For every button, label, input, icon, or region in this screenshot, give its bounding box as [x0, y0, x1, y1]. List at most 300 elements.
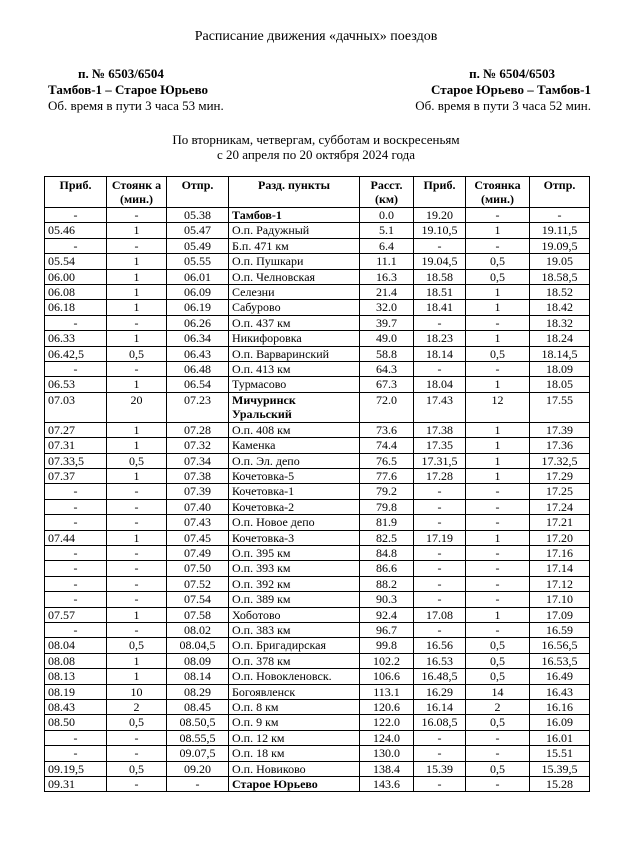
route-left: Тамбов-1 – Старое Юрьево — [48, 82, 209, 97]
cell-distance: 138.4 — [360, 761, 414, 776]
cell-distance: 130.0 — [360, 746, 414, 761]
cell-stop-return: 1 — [466, 285, 530, 300]
cell-departure-return: 17.20 — [530, 530, 590, 545]
cell-stop-return: - — [466, 362, 530, 377]
cell-distance: 102.2 — [360, 653, 414, 668]
cell-departure-return: 17.25 — [530, 484, 590, 499]
cell-distance: 113.1 — [360, 684, 414, 699]
cell-departure-forward: 07.52 — [167, 576, 229, 591]
cell-station: О.п. Варваринский — [229, 346, 360, 361]
cell-arrival-forward: - — [45, 208, 107, 223]
cell-stop-forward: 1 — [107, 254, 167, 269]
cell-station: О.п. Бригадирская — [229, 638, 360, 653]
cell-arrival-return: 17.31,5 — [414, 453, 466, 468]
cell-departure-return: 17.09 — [530, 607, 590, 622]
cell-departure-forward: 07.34 — [167, 453, 229, 468]
cell-stop-forward: - — [107, 238, 167, 253]
cell-stop-return: - — [466, 576, 530, 591]
cell-departure-return: 17.29 — [530, 468, 590, 483]
table-row — [45, 715, 590, 730]
cell-departure-return: 18.58,5 — [530, 269, 590, 284]
col-distance: Расст. (км) — [360, 177, 414, 208]
cell-departure-forward: 06.43 — [167, 346, 229, 361]
cell-stop-return: 1 — [466, 468, 530, 483]
cell-arrival-forward: 06.53 — [45, 377, 107, 392]
cell-arrival-forward: 07.33,5 — [45, 453, 107, 468]
cell-departure-forward: 07.58 — [167, 607, 229, 622]
cell-stop-return: 1 — [466, 377, 530, 392]
train-number-right: п. № 6504/6503 — [469, 66, 555, 81]
cell-stop-return: 0,5 — [466, 715, 530, 730]
cell-station: О.п. 12 км — [229, 730, 360, 745]
cell-station: Каменка — [229, 438, 360, 453]
operating-days — [0, 132, 632, 162]
cell-stop-forward: 10 — [107, 684, 167, 699]
cell-stop-return: - — [466, 622, 530, 637]
table-row — [45, 669, 590, 684]
cell-stop-return: - — [466, 592, 530, 607]
cell-distance: 16.3 — [360, 269, 414, 284]
cell-departure-forward: 05.38 — [167, 208, 229, 223]
cell-departure-forward: 07.50 — [167, 561, 229, 576]
cell-stop-return: - — [466, 499, 530, 514]
table-row — [45, 208, 590, 223]
cell-station: О.п. 413 км — [229, 362, 360, 377]
table-row — [45, 592, 590, 607]
cell-stop-forward: 0,5 — [107, 346, 167, 361]
cell-departure-return: 16.56,5 — [530, 638, 590, 653]
cell-departure-forward: 08.09 — [167, 653, 229, 668]
cell-distance: 122.0 — [360, 715, 414, 730]
cell-departure-return: 18.05 — [530, 377, 590, 392]
cell-distance: 58.8 — [360, 346, 414, 361]
cell-distance: 90.3 — [360, 592, 414, 607]
cell-arrival-forward: 08.19 — [45, 684, 107, 699]
cell-departure-forward: 07.40 — [167, 499, 229, 514]
cell-station: О.п. 437 км — [229, 315, 360, 330]
cell-departure-return: 16.49 — [530, 669, 590, 684]
cell-departure-return: 17.14 — [530, 561, 590, 576]
cell-distance: 99.8 — [360, 638, 414, 653]
cell-stop-return: 0,5 — [466, 638, 530, 653]
cell-departure-return: 18.52 — [530, 285, 590, 300]
cell-arrival-return: - — [414, 315, 466, 330]
train-header-right — [380, 66, 591, 114]
table-row — [45, 684, 590, 699]
cell-departure-forward: 06.01 — [167, 269, 229, 284]
cell-station: О.п. 395 км — [229, 545, 360, 560]
table-row — [45, 607, 590, 622]
cell-departure-return: 17.36 — [530, 438, 590, 453]
cell-distance: 86.6 — [360, 561, 414, 576]
cell-stop-return: - — [466, 315, 530, 330]
table-row — [45, 499, 590, 514]
cell-arrival-return: - — [414, 777, 466, 792]
table-row — [45, 484, 590, 499]
cell-departure-forward: 06.26 — [167, 315, 229, 330]
cell-arrival-forward: 05.46 — [45, 223, 107, 238]
cell-stop-forward: 1 — [107, 607, 167, 622]
cell-stop-return: 0,5 — [466, 269, 530, 284]
cell-station: О.п. Эл. депо — [229, 453, 360, 468]
cell-arrival-return: 17.43 — [414, 392, 466, 422]
cell-stop-forward: 1 — [107, 300, 167, 315]
cell-distance: 49.0 — [360, 331, 414, 346]
cell-departure-return: 17.39 — [530, 422, 590, 437]
cell-arrival-forward: - — [45, 315, 107, 330]
cell-station: Кочетовка-3 — [229, 530, 360, 545]
cell-arrival-forward: 06.00 — [45, 269, 107, 284]
table-row — [45, 746, 590, 761]
cell-stop-forward: 1 — [107, 331, 167, 346]
cell-station: О.п. Новое депо — [229, 515, 360, 530]
train-number-left: п. № 6503/6504 — [78, 66, 164, 81]
cell-arrival-return: - — [414, 545, 466, 560]
cell-arrival-return: 16.14 — [414, 700, 466, 715]
col-departure-return: Отпр. — [530, 177, 590, 208]
cell-arrival-return: 15.39 — [414, 761, 466, 776]
cell-stop-return: 1 — [466, 300, 530, 315]
cell-arrival-return: - — [414, 561, 466, 576]
table-row — [45, 331, 590, 346]
table-row — [45, 453, 590, 468]
cell-stop-forward: - — [107, 315, 167, 330]
table-row — [45, 576, 590, 591]
cell-stop-forward: - — [107, 545, 167, 560]
cell-arrival-forward: - — [45, 515, 107, 530]
table-row — [45, 269, 590, 284]
cell-stop-return: - — [466, 777, 530, 792]
cell-departure-forward: 06.34 — [167, 331, 229, 346]
cell-departure-return: 16.16 — [530, 700, 590, 715]
cell-stop-return: - — [466, 746, 530, 761]
cell-arrival-forward: 08.13 — [45, 669, 107, 684]
cell-arrival-return: - — [414, 238, 466, 253]
cell-distance: 39.7 — [360, 315, 414, 330]
cell-station: Селезни — [229, 285, 360, 300]
col-stop-forward: Стоянк а (мин.) — [107, 177, 167, 208]
cell-stop-forward: 1 — [107, 669, 167, 684]
cell-station: О.п. 9 км — [229, 715, 360, 730]
cell-arrival-return: 16.48,5 — [414, 669, 466, 684]
cell-distance: 106.6 — [360, 669, 414, 684]
table-row — [45, 561, 590, 576]
travel-time-left: Об. время в пути 3 часа 53 мин. — [48, 98, 224, 113]
cell-arrival-forward: - — [45, 238, 107, 253]
cell-arrival-return: - — [414, 484, 466, 499]
cell-arrival-return: 18.04 — [414, 377, 466, 392]
cell-arrival-return: 18.51 — [414, 285, 466, 300]
cell-departure-return: 18.14,5 — [530, 346, 590, 361]
cell-stop-forward: 0,5 — [107, 638, 167, 653]
cell-distance: 79.2 — [360, 484, 414, 499]
cell-stop-return: - — [466, 484, 530, 499]
cell-stop-forward: - — [107, 777, 167, 792]
col-arrival-return: Приб. — [414, 177, 466, 208]
cell-arrival-forward: 09.31 — [45, 777, 107, 792]
cell-station: Б.п. 471 км — [229, 238, 360, 253]
train-header-left — [48, 66, 224, 114]
cell-departure-return: 19.09,5 — [530, 238, 590, 253]
cell-departure-return: 17.24 — [530, 499, 590, 514]
cell-stop-return: 14 — [466, 684, 530, 699]
cell-departure-forward: 07.43 — [167, 515, 229, 530]
cell-station: Старое Юрьево — [229, 777, 360, 792]
cell-arrival-return: 16.53 — [414, 653, 466, 668]
cell-departure-forward: 07.49 — [167, 545, 229, 560]
cell-departure-forward: 07.28 — [167, 422, 229, 437]
cell-departure-forward: 09.07,5 — [167, 746, 229, 761]
table-row — [45, 223, 590, 238]
cell-arrival-return: 17.38 — [414, 422, 466, 437]
cell-stop-return: - — [466, 545, 530, 560]
cell-arrival-forward: 07.37 — [45, 468, 107, 483]
cell-departure-return: 16.09 — [530, 715, 590, 730]
cell-departure-forward: 06.48 — [167, 362, 229, 377]
cell-station: О.п. 8 км — [229, 700, 360, 715]
cell-arrival-forward: - — [45, 746, 107, 761]
table-row — [45, 653, 590, 668]
cell-station: О.п. 18 км — [229, 746, 360, 761]
table-row — [45, 254, 590, 269]
cell-stop-forward: - — [107, 592, 167, 607]
cell-arrival-forward: - — [45, 622, 107, 637]
cell-arrival-forward: - — [45, 561, 107, 576]
cell-stop-forward: - — [107, 746, 167, 761]
cell-departure-forward: 05.47 — [167, 223, 229, 238]
cell-stop-return: 2 — [466, 700, 530, 715]
cell-arrival-forward: 08.43 — [45, 700, 107, 715]
cell-stop-forward: - — [107, 622, 167, 637]
cell-departure-return: 18.24 — [530, 331, 590, 346]
cell-arrival-return: - — [414, 362, 466, 377]
cell-station: Мичуринск Уральский — [229, 392, 360, 422]
cell-arrival-return: 16.08,5 — [414, 715, 466, 730]
cell-departure-return: 17.32,5 — [530, 453, 590, 468]
cell-arrival-return: 19.10,5 — [414, 223, 466, 238]
cell-stop-forward: - — [107, 499, 167, 514]
table-row — [45, 315, 590, 330]
cell-stop-forward: 1 — [107, 377, 167, 392]
table-row — [45, 700, 590, 715]
cell-distance: 76.5 — [360, 453, 414, 468]
cell-distance: 74.4 — [360, 438, 414, 453]
cell-distance: 120.6 — [360, 700, 414, 715]
travel-time-right: Об. время в пути 3 часа 52 мин. — [415, 98, 591, 113]
cell-departure-return: 16.01 — [530, 730, 590, 745]
cell-arrival-forward: - — [45, 362, 107, 377]
cell-departure-forward: 08.04,5 — [167, 638, 229, 653]
cell-station: О.п. 392 км — [229, 576, 360, 591]
cell-arrival-return: - — [414, 592, 466, 607]
cell-stop-forward: 20 — [107, 392, 167, 422]
cell-stop-forward: - — [107, 208, 167, 223]
table-row — [45, 422, 590, 437]
table-row — [45, 346, 590, 361]
cell-departure-return: 18.32 — [530, 315, 590, 330]
cell-stop-return: 0,5 — [466, 346, 530, 361]
route-right: Старое Юрьево – Тамбов-1 — [430, 82, 591, 97]
cell-distance: 21.4 — [360, 285, 414, 300]
cell-distance: 5.1 — [360, 223, 414, 238]
cell-stop-return: 0,5 — [466, 761, 530, 776]
cell-arrival-return: 19.04,5 — [414, 254, 466, 269]
cell-departure-forward: 07.45 — [167, 530, 229, 545]
cell-stop-return: - — [466, 561, 530, 576]
cell-arrival-forward: 06.42,5 — [45, 346, 107, 361]
cell-departure-forward: 08.45 — [167, 700, 229, 715]
cell-arrival-forward: - — [45, 545, 107, 560]
cell-arrival-forward: 07.03 — [45, 392, 107, 422]
cell-stop-forward: - — [107, 561, 167, 576]
cell-stop-return: - — [466, 730, 530, 745]
cell-arrival-forward: 07.31 — [45, 438, 107, 453]
schedule-body — [45, 208, 590, 792]
cell-arrival-forward: 06.08 — [45, 285, 107, 300]
cell-departure-forward: 08.50,5 — [167, 715, 229, 730]
cell-stop-return: 1 — [466, 438, 530, 453]
col-stop-return: Стоянка (мин.) — [466, 177, 530, 208]
col-stations: Разд. пункты — [229, 177, 360, 208]
cell-arrival-return: 18.58 — [414, 269, 466, 284]
cell-departure-forward: 08.14 — [167, 669, 229, 684]
cell-arrival-return: 16.29 — [414, 684, 466, 699]
cell-departure-return: 19.11,5 — [530, 223, 590, 238]
cell-stop-forward: - — [107, 484, 167, 499]
table-row — [45, 515, 590, 530]
cell-stop-return: 1 — [466, 453, 530, 468]
cell-stop-forward: - — [107, 362, 167, 377]
cell-departure-return: - — [530, 208, 590, 223]
operating-days-line: По вторникам, четвергам, субботам и воскресеньям — [172, 132, 460, 147]
cell-distance: 32.0 — [360, 300, 414, 315]
cell-stop-return: - — [466, 238, 530, 253]
cell-stop-forward: 1 — [107, 223, 167, 238]
cell-departure-return: 19.05 — [530, 254, 590, 269]
cell-departure-return: 16.53,5 — [530, 653, 590, 668]
cell-departure-forward: 08.02 — [167, 622, 229, 637]
cell-stop-forward: 1 — [107, 438, 167, 453]
cell-arrival-forward: - — [45, 592, 107, 607]
cell-departure-forward: 07.39 — [167, 484, 229, 499]
cell-departure-forward: 05.49 — [167, 238, 229, 253]
cell-stop-return: 0,5 — [466, 254, 530, 269]
cell-departure-return: 17.16 — [530, 545, 590, 560]
table-row — [45, 777, 590, 792]
cell-distance: 73.6 — [360, 422, 414, 437]
cell-distance: 124.0 — [360, 730, 414, 745]
cell-stop-forward: 1 — [107, 530, 167, 545]
cell-arrival-return: 16.56 — [414, 638, 466, 653]
table-row — [45, 300, 590, 315]
cell-arrival-forward: 07.27 — [45, 422, 107, 437]
col-arrival-forward: Приб. — [45, 177, 107, 208]
table-row — [45, 638, 590, 653]
cell-stop-return: - — [466, 208, 530, 223]
cell-distance: 64.3 — [360, 362, 414, 377]
cell-arrival-forward: 07.57 — [45, 607, 107, 622]
cell-arrival-forward: 08.50 — [45, 715, 107, 730]
cell-distance: 84.8 — [360, 545, 414, 560]
cell-arrival-return: - — [414, 515, 466, 530]
cell-stop-forward: - — [107, 515, 167, 530]
cell-departure-return: 15.51 — [530, 746, 590, 761]
cell-station: О.п. 393 км — [229, 561, 360, 576]
cell-distance: 6.4 — [360, 238, 414, 253]
cell-stop-forward: 1 — [107, 422, 167, 437]
cell-departure-return: 15.39,5 — [530, 761, 590, 776]
cell-departure-forward: 06.09 — [167, 285, 229, 300]
cell-arrival-return: 17.19 — [414, 530, 466, 545]
cell-arrival-return: 17.08 — [414, 607, 466, 622]
cell-departure-return: 17.21 — [530, 515, 590, 530]
table-header-row — [45, 177, 590, 208]
cell-distance: 77.6 — [360, 468, 414, 483]
cell-station: Сабурово — [229, 300, 360, 315]
cell-station: Кочетовка-1 — [229, 484, 360, 499]
cell-stop-return: - — [466, 515, 530, 530]
cell-stop-return: 0,5 — [466, 653, 530, 668]
cell-stop-forward: - — [107, 576, 167, 591]
cell-distance: 143.6 — [360, 777, 414, 792]
cell-arrival-forward: - — [45, 484, 107, 499]
cell-arrival-return: - — [414, 576, 466, 591]
table-row — [45, 730, 590, 745]
cell-arrival-forward: 07.44 — [45, 530, 107, 545]
table-row — [45, 362, 590, 377]
col-departure-forward: Отпр. — [167, 177, 229, 208]
cell-arrival-forward: 05.54 — [45, 254, 107, 269]
table-row — [45, 285, 590, 300]
cell-departure-forward: 05.55 — [167, 254, 229, 269]
cell-station: О.п. 389 км — [229, 592, 360, 607]
cell-arrival-return: - — [414, 730, 466, 745]
table-row — [45, 238, 590, 253]
cell-stop-forward: 0,5 — [107, 715, 167, 730]
cell-arrival-return: 18.41 — [414, 300, 466, 315]
cell-arrival-forward: 09.19,5 — [45, 761, 107, 776]
cell-distance: 96.7 — [360, 622, 414, 637]
cell-departure-return: 17.55 — [530, 392, 590, 422]
cell-distance: 79.8 — [360, 499, 414, 514]
cell-station: Богоявленск — [229, 684, 360, 699]
cell-stop-return: 1 — [466, 223, 530, 238]
cell-arrival-forward: 06.33 — [45, 331, 107, 346]
cell-distance: 0.0 — [360, 208, 414, 223]
table-row — [45, 468, 590, 483]
cell-arrival-return: 18.14 — [414, 346, 466, 361]
cell-distance: 11.1 — [360, 254, 414, 269]
cell-stop-return: 1 — [466, 530, 530, 545]
cell-station: О.п. Пушкари — [229, 254, 360, 269]
cell-station: Кочетовка-2 — [229, 499, 360, 514]
cell-station: Никифоровка — [229, 331, 360, 346]
cell-stop-forward: - — [107, 730, 167, 745]
cell-station: О.п. Новокленовск. — [229, 669, 360, 684]
cell-station: О.п. 408 км — [229, 422, 360, 437]
cell-station: Тамбов-1 — [229, 208, 360, 223]
cell-departure-forward: 07.54 — [167, 592, 229, 607]
cell-arrival-return: 17.28 — [414, 468, 466, 483]
cell-departure-forward: 06.19 — [167, 300, 229, 315]
cell-departure-forward: 08.29 — [167, 684, 229, 699]
cell-departure-forward: 07.38 — [167, 468, 229, 483]
cell-distance: 82.5 — [360, 530, 414, 545]
cell-arrival-return: - — [414, 499, 466, 514]
cell-distance: 92.4 — [360, 607, 414, 622]
cell-stop-return: 1 — [466, 607, 530, 622]
cell-station: О.п. 383 км — [229, 622, 360, 637]
